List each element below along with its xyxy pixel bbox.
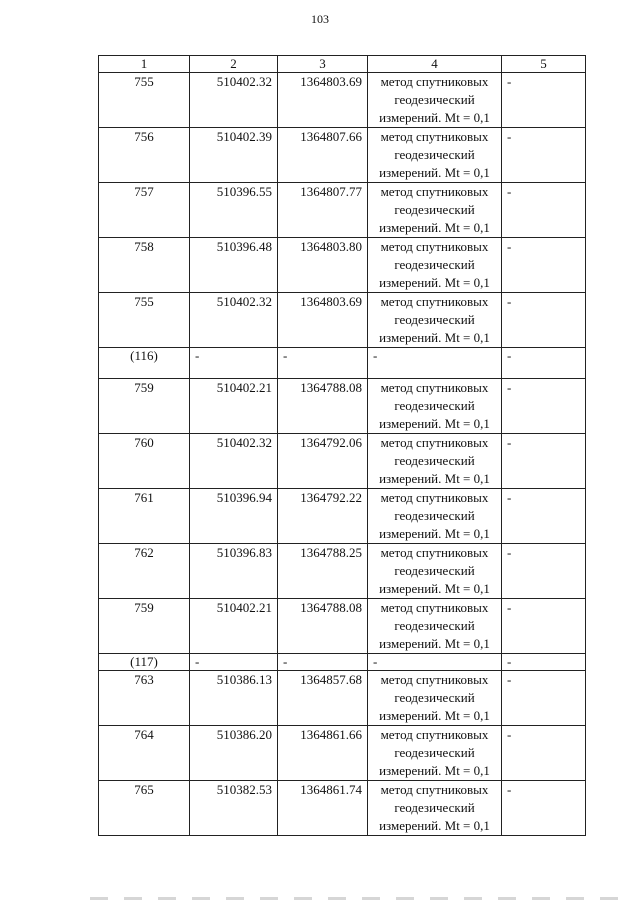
y-coordinate-cell: 1364807.77 xyxy=(278,183,368,238)
point-number-cell: 756 xyxy=(99,128,190,183)
point-number-cell: (117) xyxy=(99,654,190,671)
x-coordinate-cell: - xyxy=(190,348,278,379)
method-cell: метод спутниковых геодезический измерений. Mt = 0,1 xyxy=(368,183,502,238)
table-row xyxy=(99,599,586,654)
coordinates-table xyxy=(98,55,586,836)
method-cell: метод спутниковых геодезический измерений. Mt = 0,1 xyxy=(368,726,502,781)
x-coordinate-cell: 510396.83 xyxy=(190,544,278,599)
column-header-3: 3 xyxy=(278,56,368,73)
method-cell: метод спутниковых геодезический измерений. Mt = 0,1 xyxy=(368,293,502,348)
note-cell: - xyxy=(502,489,586,544)
point-number-cell: 763 xyxy=(99,671,190,726)
note-cell: - xyxy=(502,73,586,128)
method-cell: - xyxy=(368,654,502,671)
x-coordinate-cell: 510382.53 xyxy=(190,781,278,836)
y-coordinate-cell: 1364803.69 xyxy=(278,73,368,128)
note-cell: - xyxy=(502,293,586,348)
column-header-1: 1 xyxy=(99,56,190,73)
x-coordinate-cell: 510402.32 xyxy=(190,293,278,348)
y-coordinate-cell: 1364788.25 xyxy=(278,544,368,599)
x-coordinate-cell: 510402.39 xyxy=(190,128,278,183)
y-coordinate-cell: - xyxy=(278,654,368,671)
x-coordinate-cell: 510402.21 xyxy=(190,599,278,654)
point-number-cell: (116) xyxy=(99,348,190,379)
y-coordinate-cell: 1364857.68 xyxy=(278,671,368,726)
method-cell: - xyxy=(368,348,502,379)
method-cell: метод спутниковых геодезический измерений. Mt = 0,1 xyxy=(368,671,502,726)
table-row xyxy=(99,781,586,836)
x-coordinate-cell: 510402.32 xyxy=(190,434,278,489)
note-cell: - xyxy=(502,654,586,671)
x-coordinate-cell: 510396.48 xyxy=(190,238,278,293)
method-cell: метод спутниковых геодезический измерений. Mt = 0,1 xyxy=(368,73,502,128)
method-cell: метод спутниковых геодезический измерений. Mt = 0,1 xyxy=(368,434,502,489)
section-separator-row xyxy=(99,348,586,379)
table-row xyxy=(99,379,586,434)
table-row xyxy=(99,293,586,348)
method-cell: метод спутниковых геодезический измерений. Mt = 0,1 xyxy=(368,781,502,836)
method-cell: метод спутниковых геодезический измерений. Mt = 0,1 xyxy=(368,544,502,599)
table-row xyxy=(99,726,586,781)
method-cell: метод спутниковых геодезический измерений. Mt = 0,1 xyxy=(368,379,502,434)
point-number-cell: 757 xyxy=(99,183,190,238)
table-row xyxy=(99,544,586,599)
note-cell: - xyxy=(502,434,586,489)
x-coordinate-cell: 510402.32 xyxy=(190,73,278,128)
y-coordinate-cell: 1364861.66 xyxy=(278,726,368,781)
method-cell: метод спутниковых геодезический измерений. Mt = 0,1 xyxy=(368,599,502,654)
table-header-row xyxy=(99,56,586,73)
y-coordinate-cell: 1364803.69 xyxy=(278,293,368,348)
page-number: 103 xyxy=(311,12,329,26)
y-coordinate-cell: 1364792.22 xyxy=(278,489,368,544)
y-coordinate-cell: 1364788.08 xyxy=(278,599,368,654)
table-body xyxy=(99,73,586,836)
y-coordinate-cell: 1364788.08 xyxy=(278,379,368,434)
x-coordinate-cell: 510396.94 xyxy=(190,489,278,544)
note-cell: - xyxy=(502,671,586,726)
y-coordinate-cell: - xyxy=(278,348,368,379)
column-header-5: 5 xyxy=(502,56,586,73)
x-coordinate-cell: 510386.13 xyxy=(190,671,278,726)
point-number-cell: 761 xyxy=(99,489,190,544)
point-number-cell: 764 xyxy=(99,726,190,781)
table-row xyxy=(99,73,586,128)
point-number-cell: 758 xyxy=(99,238,190,293)
scan-artifact xyxy=(90,897,630,900)
table-row xyxy=(99,434,586,489)
x-coordinate-cell: 510386.20 xyxy=(190,726,278,781)
method-cell: метод спутниковых геодезический измерений. Mt = 0,1 xyxy=(368,489,502,544)
table-row xyxy=(99,671,586,726)
y-coordinate-cell: 1364792.06 xyxy=(278,434,368,489)
table-row xyxy=(99,128,586,183)
note-cell: - xyxy=(502,379,586,434)
x-coordinate-cell: 510396.55 xyxy=(190,183,278,238)
point-number-cell: 759 xyxy=(99,379,190,434)
note-cell: - xyxy=(502,781,586,836)
y-coordinate-cell: 1364803.80 xyxy=(278,238,368,293)
x-coordinate-cell: 510402.21 xyxy=(190,379,278,434)
point-number-cell: 765 xyxy=(99,781,190,836)
x-coordinate-cell: - xyxy=(190,654,278,671)
point-number-cell: 760 xyxy=(99,434,190,489)
note-cell: - xyxy=(502,238,586,293)
table-row xyxy=(99,238,586,293)
method-cell: метод спутниковых геодезический измерений. Mt = 0,1 xyxy=(368,238,502,293)
y-coordinate-cell: 1364861.74 xyxy=(278,781,368,836)
table-row xyxy=(99,489,586,544)
note-cell: - xyxy=(502,726,586,781)
point-number-cell: 759 xyxy=(99,599,190,654)
table-row xyxy=(99,183,586,238)
point-number-cell: 755 xyxy=(99,73,190,128)
point-number-cell: 755 xyxy=(99,293,190,348)
column-header-4: 4 xyxy=(368,56,502,73)
method-cell: метод спутниковых геодезический измерений. Mt = 0,1 xyxy=(368,128,502,183)
section-separator-row xyxy=(99,654,586,671)
point-number-cell: 762 xyxy=(99,544,190,599)
column-header-2: 2 xyxy=(190,56,278,73)
y-coordinate-cell: 1364807.66 xyxy=(278,128,368,183)
note-cell: - xyxy=(502,348,586,379)
note-cell: - xyxy=(502,544,586,599)
note-cell: - xyxy=(502,183,586,238)
note-cell: - xyxy=(502,599,586,654)
note-cell: - xyxy=(502,128,586,183)
